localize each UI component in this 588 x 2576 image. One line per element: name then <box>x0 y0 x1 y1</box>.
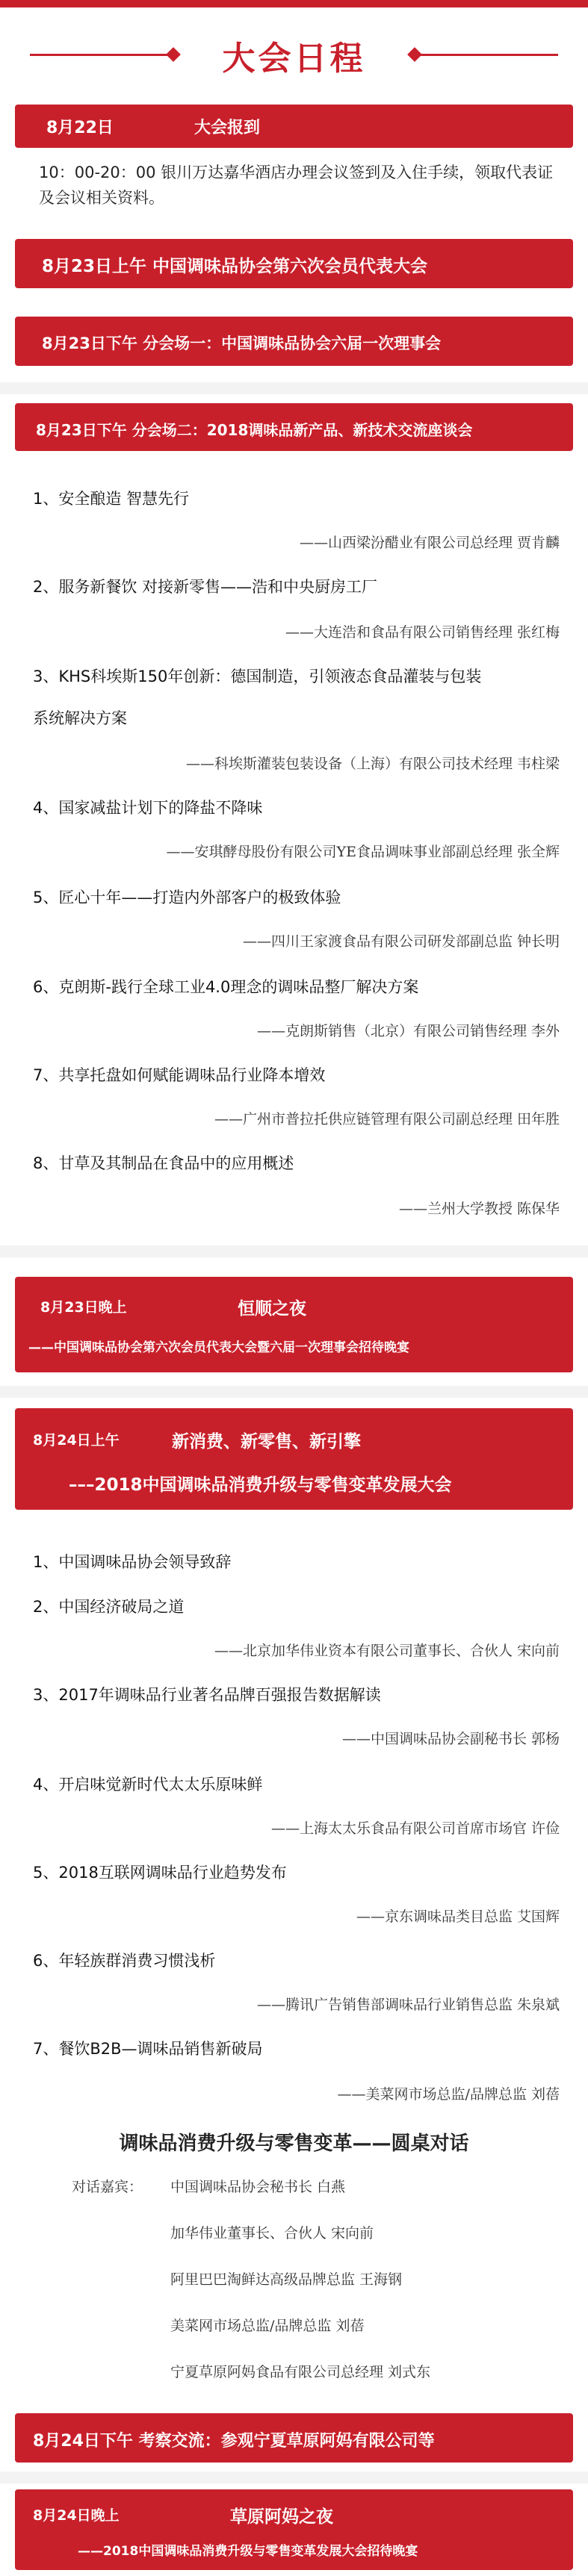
list-item-title-cont: 系统解决方案 <box>33 709 127 727</box>
day2-am-banner <box>15 239 573 288</box>
list-item-title: 6、克朗斯-践行全球工业4.0理念的调味品整厂解决方案 <box>33 978 419 996</box>
list-item-title: 8、甘草及其制品在食品中的应用概述 <box>33 1154 294 1172</box>
list-item-title: 3、2017年调味品行业著名品牌百强报告数据解读 <box>33 1686 381 1704</box>
day1-event: 大会报到 <box>194 119 261 137</box>
list-item-title: 6、年轻族群消费习惯浅析 <box>33 1952 216 1970</box>
day3-pm-banner <box>15 2413 573 2463</box>
list-item-speaker: ——美菜网市场总监/品牌总监 刘蓓 <box>337 2086 560 2103</box>
list-item-speaker: ——四川王家渡食品有限公司研发部副总监 钟长明 <box>242 933 560 950</box>
roundtable-title: 调味品消费升级与零售变革——圆桌对话 <box>119 2132 469 2155</box>
day2-eve-event: 恒顺之夜 <box>238 1299 306 1319</box>
section-separator <box>0 1245 588 1257</box>
list-item-speaker: ——中国调味品协会副秘书长 郭杨 <box>341 1731 560 1747</box>
day3-am-subtitle: –––2018中国调味品消费升级与零售变革发展大会 <box>69 1475 452 1495</box>
day2-eve-banner <box>15 1277 573 1372</box>
list-item-speaker: ——兰州大学教授 陈保华 <box>398 1201 560 1217</box>
day3-eve-date: 8月24日晚上 <box>33 2507 120 2524</box>
list-item-speaker: ——上海太太乐食品有限公司首席市场官 许俭 <box>270 1820 560 1837</box>
roundtable-guest: 阿里巴巴淘鲜达高级品牌总监 王海钢 <box>170 2271 403 2288</box>
day2-pm1-label: 8月23日下午 分会场一：中国调味品协会六届一次理事会 <box>42 335 442 352</box>
list-item-title: 1、安全酿造 智慧先行 <box>33 490 190 508</box>
roundtable-guests-label: 对话嘉宾： <box>72 2179 143 2195</box>
list-item-speaker: ——大连浩和食品有限公司销售经理 张红梅 <box>285 624 560 641</box>
day3-eve-banner <box>15 2489 573 2570</box>
day2-pm2-label: 8月23日下午 分会场二：2018调味品新产品、新技术交流座谈会 <box>36 421 473 439</box>
page-title: 大会日程 <box>222 40 366 78</box>
list-item-title: 7、餐饮B2B—调味品销售新破局 <box>33 2040 263 2058</box>
day2-eve-subtitle: ——中国调味品协会第六次会员代表大会暨六届一次理事会招待晚宴 <box>28 1340 409 1355</box>
list-item-speaker: ——克朗斯销售（北京）有限公司销售经理 李外 <box>256 1023 560 1039</box>
list-item-speaker: ——广州市普拉托供应链管理有限公司副总经理 田年胜 <box>214 1111 560 1127</box>
day3-am-date: 8月24日上午 <box>33 1432 120 1449</box>
section-separator <box>0 1386 588 1398</box>
list-item-title: 2、中国经济破局之道 <box>33 1598 185 1616</box>
list-item-title: 4、开启味觉新时代太太乐原味鲜 <box>33 1776 263 1793</box>
list-item-title: 7、共享托盘如何赋能调味品行业降本增效 <box>33 1066 326 1084</box>
day1-date: 8月22日 <box>46 119 114 137</box>
roundtable-guest: 加华伟业董事长、合伙人 宋向前 <box>170 2225 374 2241</box>
list-item-speaker: ——北京加华伟业资本有限公司董事长、合伙人 宋向前 <box>214 1643 560 1659</box>
day2-am-label: 8月23日上午 中国调味品协会第六次会员代表大会 <box>42 257 428 276</box>
list-item-speaker: ——山西梁汾醋业有限公司总经理 贾肯麟 <box>299 535 560 551</box>
day1-banner <box>15 105 573 148</box>
list-item-title: 4、国家减盐计划下的降盐不降味 <box>33 799 263 817</box>
header-rule-right <box>409 54 558 56</box>
day3-am-headline: 新消费、新零售、新引擎 <box>172 1432 361 1452</box>
list-item-speaker: ——安琪酵母股份有限公司YE食品调味事业部副总经理 张全辉 <box>166 844 560 860</box>
day1-details: 10：00-20：00 银川万达嘉华酒店办理会议签到及入住手续，领取代表证及会议相关资料。 <box>39 164 554 207</box>
list-item-title: 2、服务新餐饮 对接新零售——浩和中央厨房工厂 <box>33 578 378 596</box>
roundtable-guest: 美菜网市场总监/品牌总监 刘蓓 <box>170 2318 365 2334</box>
day3-eve-subtitle: ——2018中国调味品消费升级与零售变革发展大会招待晚宴 <box>78 2544 418 2559</box>
roundtable-guest: 宁夏草原阿妈食品有限公司总经理 刘式东 <box>170 2364 431 2380</box>
day3-eve-event: 草原阿妈之夜 <box>230 2507 333 2527</box>
list-item-title: 5、匠心十年——打造内外部客户的极致体验 <box>33 889 341 906</box>
day3-pm-label: 8月24日下午 考察交流：参观宁夏草原阿妈有限公司等 <box>33 2432 435 2451</box>
roundtable-guest: 中国调味品协会秘书长 白燕 <box>170 2179 346 2195</box>
day2-pm1-banner <box>15 317 573 366</box>
section-separator <box>0 2471 588 2483</box>
list-item-title: 5、2018互联网调味品行业趋势发布 <box>33 1864 287 1882</box>
day3-am-banner <box>15 1408 573 1510</box>
top-accent-bar <box>0 0 588 7</box>
page-header <box>0 10 588 93</box>
list-item-speaker: ——京东调味品类目总监 艾国辉 <box>356 1908 560 1925</box>
day2-eve-date: 8月23日晚上 <box>40 1299 127 1316</box>
list-item-title: 3、KHS科埃斯150年创新：德国制造，引领液态食品灌装与包装 <box>33 668 482 685</box>
list-item-speaker: ——科埃斯灌装包装设备（上海）有限公司技术经理 韦柱梁 <box>185 756 560 772</box>
list-item-speaker: ——腾讯广告销售部调味品行业销售总监 朱泉斌 <box>256 1997 560 2013</box>
day2-pm2-banner <box>15 403 573 451</box>
section-separator <box>0 382 588 394</box>
list-item-title: 1、中国调味品协会领导致辞 <box>33 1553 232 1571</box>
